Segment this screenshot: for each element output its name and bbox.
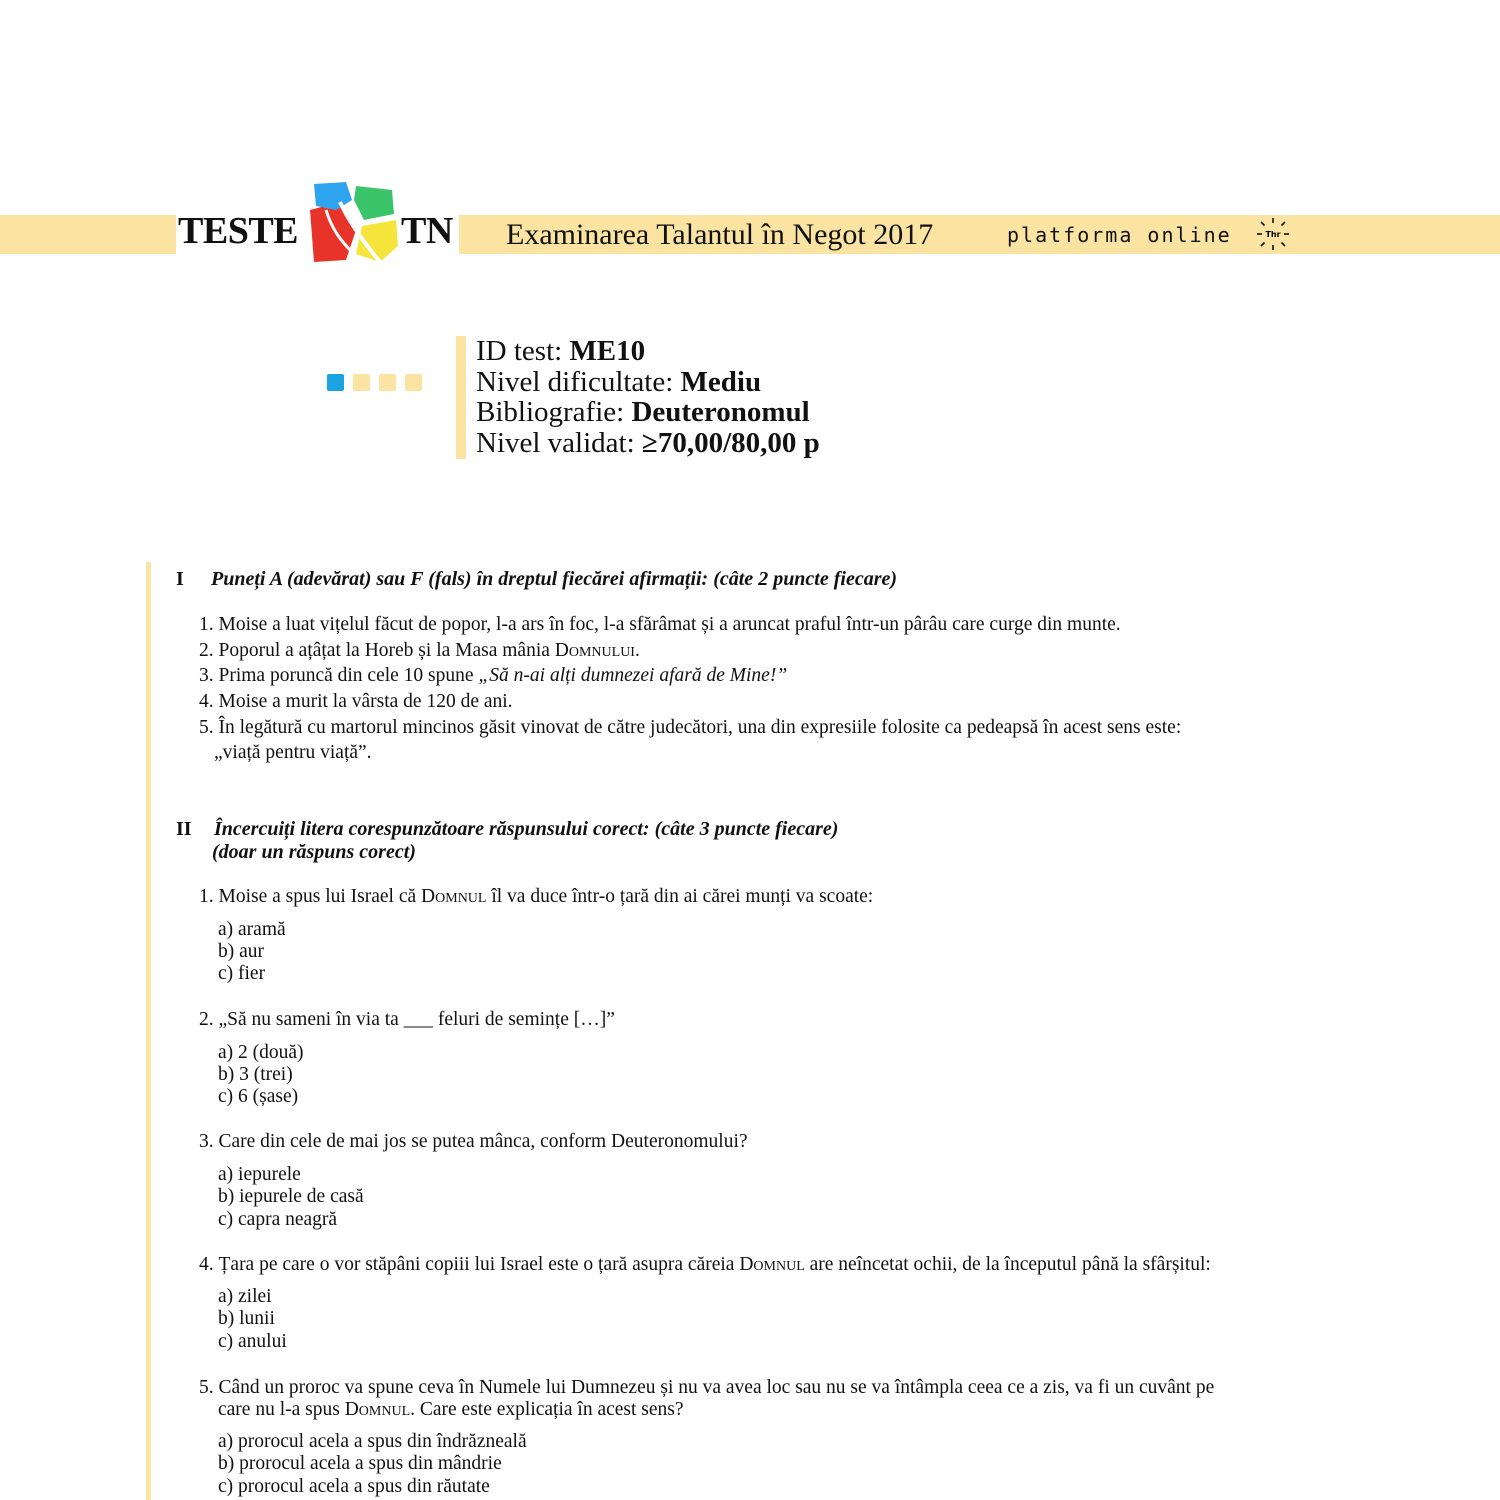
section1-item-5: 5. În legătură cu martorul mincinos găsit vinovat de către judecători, una din expresiile folosite ca pedeapsă în acest sens este: (199, 717, 1182, 738)
question-text: 4. Țara pe care o vor stăpâni copiii lui Israel este o țară asupra căreia (199, 1254, 740, 1275)
logo-mark-icon (306, 180, 402, 264)
test-id-line (476, 336, 820, 367)
thr-badge-text: Thr (1265, 230, 1281, 239)
item-smallcaps: Domnului (554, 640, 635, 661)
option-5c[interactable]: c) prorocul acela a spus din răutate (218, 1476, 490, 1497)
item-quote: „Să n-ai alți dumnezei afară de Mine!” (478, 665, 788, 686)
section1-item-4: 4. Moise a murit la vârsta de 120 de ani. (199, 691, 513, 712)
option-1c[interactable]: c) fier (218, 963, 266, 984)
question-text: îl va duce într-o țară din ai cărei munți va scoate: (486, 886, 874, 907)
section2-number: II (176, 818, 192, 840)
section1-item-1: 1. Moise a luat vițelul făcut de popor, l-a ars în foc, l-a sfărâmat și a aruncat praful într-un pârâu care curge din munte. (199, 614, 1121, 635)
difficulty-dot (405, 374, 422, 391)
difficulty-line (476, 367, 820, 398)
section2-heading: Încercuiți litera corespunzătoare răspunsului corect: (câte 3 puncte fiecare) (214, 818, 839, 840)
validated-line (476, 428, 820, 459)
bibliography-line (476, 397, 820, 428)
difficulty-label: Nivel dificultate: (476, 365, 681, 398)
section2-question-5: 5. Când un proroc va spune ceva în Numele lui Dumnezeu și nu va avea loc sau nu se va întâmpla ceea ce a zis, va fi un cuvânt pe (199, 1377, 1215, 1398)
question-text: are neîncetat ochii, de la începutul până la sfârșitul: (804, 1254, 1211, 1275)
option-1b[interactable]: b) aur (218, 941, 265, 962)
logo-text-tn: TN (401, 210, 453, 252)
question-text: . Care este explicația în acest sens? (410, 1399, 684, 1420)
difficulty-dot (353, 374, 370, 391)
thr-badge-icon (1255, 216, 1291, 252)
logo-text-teste: TESTE (178, 210, 299, 252)
option-4a[interactable]: a) zilei (218, 1286, 272, 1307)
section1-number: I (176, 568, 184, 590)
platform-label: platforma online (1007, 223, 1232, 247)
option-3b[interactable]: b) iepurele de casă (218, 1186, 364, 1207)
question-smallcaps: Domnul (739, 1254, 805, 1275)
section2-subheading: (doar un răspuns corect) (212, 841, 416, 863)
option-3c[interactable]: c) capra neagră (218, 1209, 338, 1230)
bibliography-value: Deuteronomul (631, 396, 810, 428)
item-text: 2. Poporul a ațâțat la Horeb și la Masa mânia (199, 640, 555, 661)
difficulty-dot (327, 374, 344, 391)
option-4c[interactable]: c) anului (218, 1331, 287, 1352)
validated-label: Nivel validat: (476, 426, 642, 459)
section2-question-2: 2. „Să nu sameni în via ta ___ feluri de semințe […]” (199, 1009, 615, 1030)
difficulty-dot (379, 374, 396, 391)
option-5b[interactable]: b) prorocul acela a spus din mândrie (218, 1453, 502, 1474)
question-text: 1. Moise a spus lui Israel că (199, 886, 422, 907)
option-4b[interactable]: b) lunii (218, 1308, 275, 1329)
section2-question-1 (199, 884, 1329, 910)
question-text: care nu l-a spus (218, 1399, 345, 1420)
test-id-label: ID test: (476, 335, 570, 367)
section2-question-5-cont (218, 1397, 1348, 1423)
section1-item-3 (199, 663, 1329, 689)
bibliography-label: Bibliografie: (476, 396, 632, 428)
option-5a[interactable]: a) prorocul acela a spus din îndrăzneală (218, 1431, 527, 1452)
test-info (476, 336, 820, 458)
section1-heading: Puneți A (adevărat) sau F (fals) în dreptul fiecărei afirmații: (câte 2 puncte fiecare) (211, 568, 898, 590)
option-2a[interactable]: a) 2 (două) (218, 1042, 304, 1063)
item-text: . (634, 640, 640, 661)
option-1a[interactable]: a) aramă (218, 919, 286, 940)
info-accent-bar (456, 336, 466, 459)
header-title: Examinarea Talantul în Negot 2017 (506, 218, 934, 251)
section1-item-5-cont: „viață pentru viață”. (214, 742, 372, 763)
question-smallcaps: Domnul (344, 1399, 411, 1420)
test-id-value: ME10 (569, 335, 646, 367)
difficulty-value: Mediu (680, 365, 762, 398)
validated-value: ≥70,00/80,00 p (641, 426, 820, 459)
section2-question-4 (199, 1252, 1339, 1278)
question-smallcaps: Domnul (421, 886, 487, 907)
section1-item-2 (199, 638, 1329, 664)
option-2c[interactable]: c) 6 (șase) (218, 1086, 299, 1107)
section2-question-3: 3. Care din cele de mai jos se putea mânca, conform Deuteronomului? (199, 1131, 748, 1152)
option-2b[interactable]: b) 3 (trei) (218, 1064, 293, 1085)
item-text: 3. Prima poruncă din cele 10 spune (199, 665, 479, 686)
option-3a[interactable]: a) iepurele (218, 1164, 301, 1185)
content-side-bar (146, 562, 151, 1500)
